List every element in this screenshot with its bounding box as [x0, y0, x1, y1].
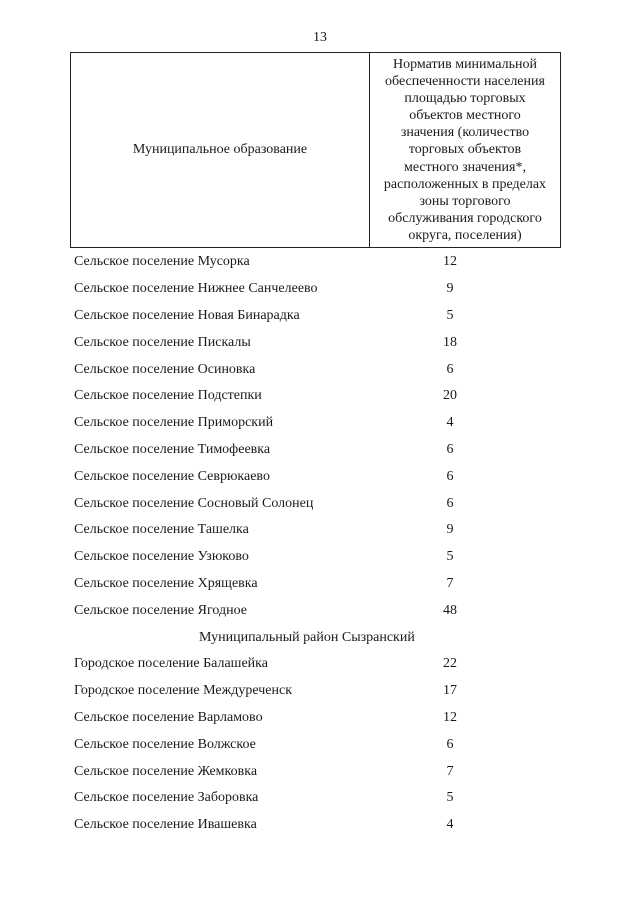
table-body	[74, 249, 564, 839]
header-municipality-label: Муниципальное образование	[132, 142, 308, 157]
municipality-name: Сельское поселение Хрящевка	[74, 575, 258, 591]
table-row	[74, 303, 564, 330]
section-heading: Муниципальный район Сызранский	[199, 629, 415, 645]
table-row	[74, 812, 564, 839]
table-row	[74, 785, 564, 812]
municipality-name: Сельское поселение Варламово	[74, 709, 263, 725]
table-row	[74, 329, 564, 356]
norm-value: 18	[443, 334, 457, 350]
table-row	[74, 678, 564, 705]
table-row	[74, 383, 564, 410]
norm-value: 6	[446, 468, 454, 484]
table-row	[74, 517, 564, 544]
municipality-name: Сельское поселение Сосновый Солонец	[74, 495, 314, 511]
table-row	[74, 356, 564, 383]
norm-value: 9	[446, 281, 454, 297]
norm-value: 5	[446, 790, 454, 806]
norm-value: 6	[446, 361, 454, 377]
header-norm-cell	[370, 53, 560, 247]
municipality-name: Сельское поселение Заборовка	[74, 790, 259, 806]
header-norm-line: расположенных в пределах	[383, 176, 547, 192]
header-norm-line: торговых объектов	[408, 142, 522, 158]
norm-value: 5	[446, 307, 454, 323]
table-row	[74, 705, 564, 732]
header-norm-line: местного значения*,	[403, 159, 526, 175]
table-row	[74, 758, 564, 785]
municipality-name: Сельское поселение Нижнее Санчелеево	[74, 281, 318, 297]
norm-value: 17	[443, 683, 457, 699]
municipality-name: Сельское поселение Тимофеевка	[74, 441, 271, 457]
municipality-name: Сельское поселение Осиновка	[74, 361, 256, 377]
table-row	[74, 249, 564, 276]
norm-value: 48	[443, 602, 457, 618]
table-row	[74, 597, 564, 624]
table-row	[74, 410, 564, 437]
norm-value: 7	[446, 575, 454, 591]
municipality-name: Сельское поселение Жемковка	[74, 763, 258, 779]
table-row	[74, 651, 564, 678]
norm-value: 12	[443, 254, 457, 270]
header-norm-label	[384, 56, 546, 244]
norm-value: 9	[446, 522, 454, 538]
municipality-name: Сельское поселение Узюково	[74, 549, 249, 565]
header-norm-line: площадью торговых	[404, 91, 526, 107]
table-row	[74, 490, 564, 517]
municipality-name: Сельское поселение Ягодное	[74, 602, 247, 618]
municipality-name: Сельское поселение Пискалы	[74, 334, 251, 350]
norm-value: 22	[443, 656, 457, 672]
table-row	[74, 276, 564, 303]
table-row	[74, 544, 564, 571]
municipality-name: Городское поселение Балашейка	[74, 656, 268, 672]
norm-value: 20	[443, 388, 457, 404]
header-norm-line: обеспеченности населения	[385, 74, 545, 90]
municipality-name: Городское поселение Междуреченск	[74, 683, 293, 699]
norm-value: 6	[446, 441, 454, 457]
norm-value: 6	[446, 736, 454, 752]
table-header	[70, 52, 561, 248]
norm-value: 5	[446, 549, 454, 565]
header-norm-line: зоны торгового	[419, 193, 511, 209]
norm-value: 7	[446, 763, 454, 779]
header-norm-line: округа, поселения)	[408, 227, 522, 243]
table-row	[74, 731, 564, 758]
municipality-name: Сельское поселение Ташелка	[74, 522, 249, 538]
header-norm-line: Норматив минимальной	[392, 56, 537, 72]
municipality-name: Сельское поселение Волжское	[74, 736, 256, 752]
norm-value: 6	[446, 495, 454, 511]
page-number: 13	[313, 30, 327, 45]
table-row	[74, 463, 564, 490]
municipality-name: Сельское поселение Ивашевка	[74, 817, 257, 833]
municipality-name: Сельское поселение Приморский	[74, 415, 274, 431]
municipality-name: Сельское поселение Новая Бинарадка	[74, 307, 300, 323]
norm-value: 4	[446, 817, 454, 833]
norm-value: 4	[446, 415, 454, 431]
municipality-name: Сельское поселение Мусорка	[74, 254, 250, 270]
norm-value: 12	[443, 709, 457, 725]
header-norm-line: объектов местного	[409, 108, 521, 124]
header-municipality-cell	[71, 53, 370, 247]
table-row	[74, 437, 564, 464]
header-norm-line: значения (количество	[400, 125, 530, 141]
municipality-name: Сельское поселение Севрюкаево	[74, 468, 270, 484]
municipality-name: Сельское поселение Подстепки	[74, 388, 262, 404]
table-row	[74, 571, 564, 598]
header-norm-line: обслуживания городского	[388, 210, 542, 226]
